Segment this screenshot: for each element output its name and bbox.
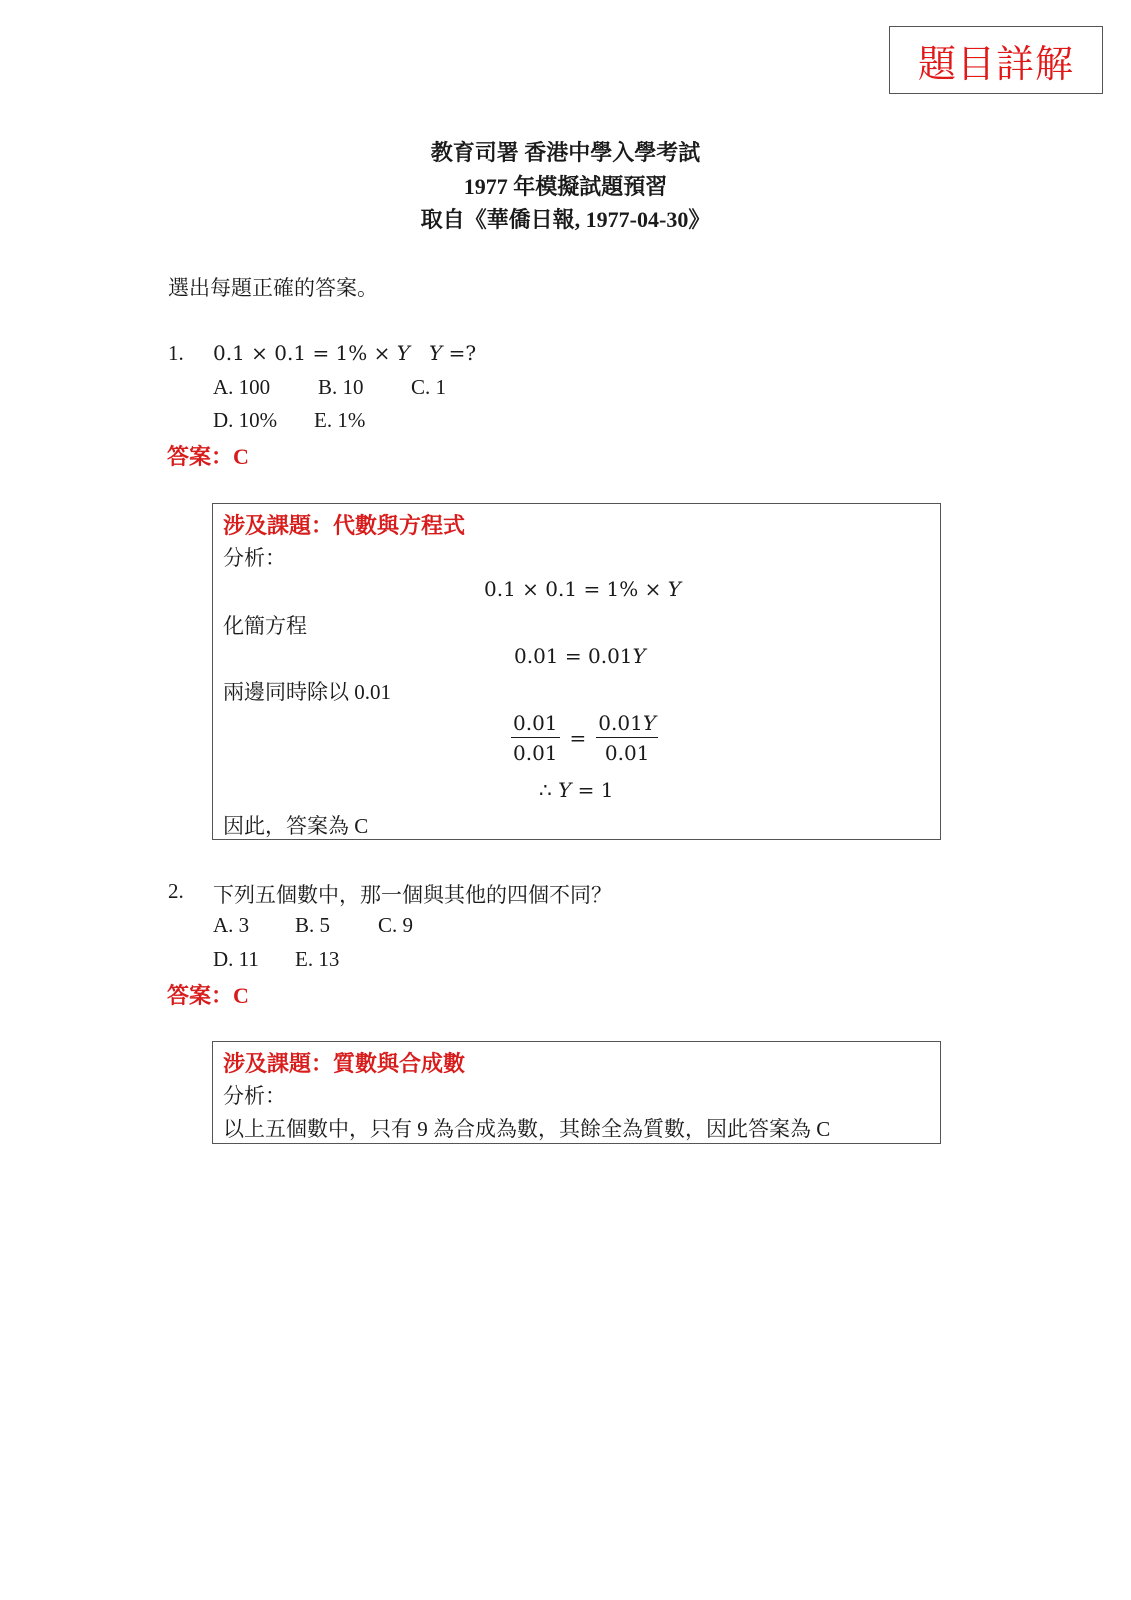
answer-label: 答案：C [167, 983, 249, 1008]
simplify-label: 化簡方程 [223, 614, 307, 638]
question-text: 下列五個數中，那一個與其他的四個不同？ [213, 883, 612, 907]
header-line-3: 取自《華僑日報, 1977-04-30》 [420, 207, 711, 232]
option-c: C. 1 [411, 375, 447, 399]
result-equation: ∴ Y = 1 [539, 778, 614, 802]
variable: Y [396, 341, 410, 365]
analysis-label: 分析： [223, 1084, 286, 1108]
fraction-right: $\frac{0.01Y}{0.01}$ [598, 711, 657, 765]
answer-label: 答案：C [167, 444, 249, 469]
fraction-left: $\frac{0.01}{0.01}$ [513, 711, 558, 765]
topic-label: 涉及課題：代數與方程式 [223, 513, 466, 538]
query: =? [442, 341, 477, 365]
option-a: A. 3 [213, 913, 250, 937]
option-e: E. 13 [295, 947, 340, 971]
therefore-symbol: ∴ [539, 778, 552, 802]
variable: Y [429, 341, 443, 365]
option-b: B. 10 [318, 375, 364, 399]
option-a: A. 100 [213, 375, 271, 399]
divide-label: 兩邊同時除以 0.01 [223, 680, 391, 704]
header-line-2: 1977 年模擬試題預習 [463, 174, 668, 199]
equation-1: 0.1 × 0.1 = 1% × Y [484, 577, 681, 601]
conclusion: 因此，答案為 C [223, 814, 369, 838]
question-text [213, 341, 476, 365]
analysis-text: 以上五個數中，只有 9 為合成為數，其餘全為質數，因此答案為 C [223, 1117, 831, 1141]
header-line-1: 教育司署 香港中學入學考試 [430, 140, 701, 165]
equals-sign: = [569, 726, 587, 750]
instruction: 選出每題正確的答案。 [168, 276, 378, 300]
question-number: 2. [168, 879, 184, 903]
option-e: E. 1% [314, 408, 366, 432]
analysis-box-2 [212, 1041, 941, 1144]
option-b: B. 5 [295, 913, 331, 937]
topic-label: 涉及課題：質數與合成數 [223, 1051, 466, 1076]
option-c: C. 9 [378, 913, 414, 937]
question-number: 1. [168, 341, 184, 365]
fraction-equation [511, 711, 658, 765]
analysis-box-1 [212, 503, 941, 840]
option-d: D. 11 [213, 947, 259, 971]
option-d: D. 10% [213, 408, 278, 432]
equation-lhs: 0.1 × 0.1 = 1% × [213, 341, 391, 365]
analysis-label: 分析： [223, 546, 286, 570]
title-stamp: 題目詳解 [889, 26, 1103, 94]
equation-2: 0.01 = 0.01Y [514, 644, 646, 668]
